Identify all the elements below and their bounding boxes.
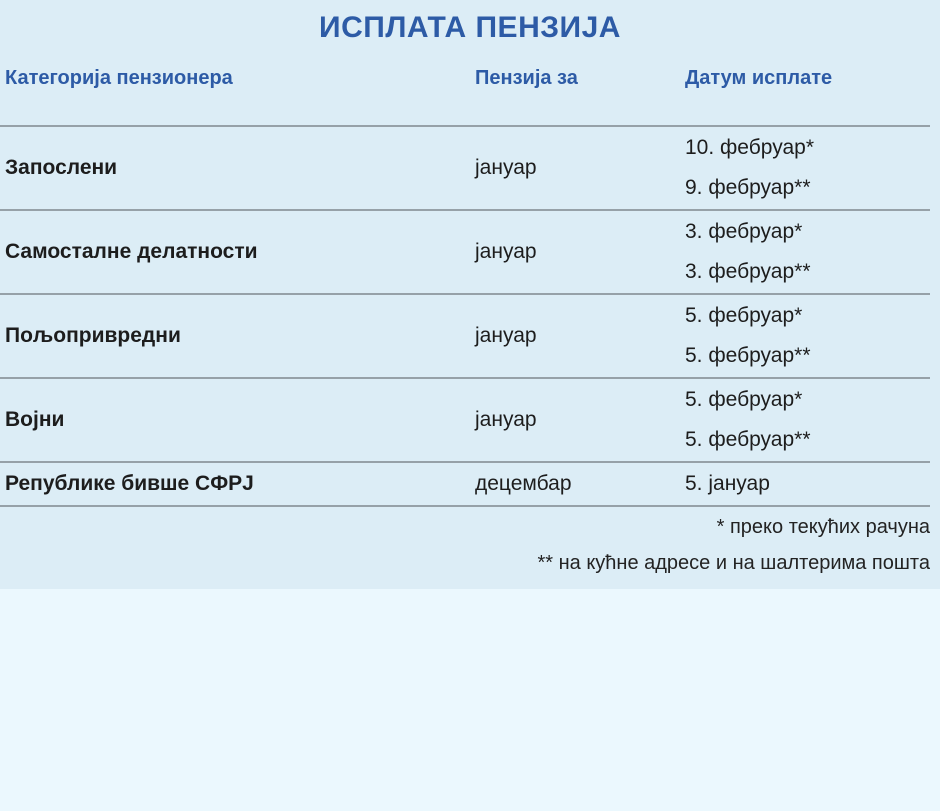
payment-date: 3. фебруар* bbox=[685, 220, 803, 243]
payment-dates-cell bbox=[685, 464, 930, 504]
table-row bbox=[0, 461, 930, 505]
payment-date: 5. фебруар** bbox=[685, 344, 811, 367]
payment-date: 10. фебруар* bbox=[685, 136, 815, 159]
header-payment-date: Датум исплате bbox=[685, 67, 833, 89]
payment-date: 3. фебруар** bbox=[685, 260, 811, 283]
payment-date: 9. фебруар** bbox=[685, 176, 811, 199]
page-title: ИСПЛАТА ПЕНЗИЈА bbox=[319, 11, 621, 44]
pension-for-cell: јануар bbox=[475, 324, 537, 347]
category-cell: Републике бивше СФРЈ bbox=[5, 472, 254, 495]
pension-for-cell: јануар bbox=[475, 408, 537, 431]
payment-date: 5. јануар bbox=[685, 472, 770, 495]
category-cell: Војни bbox=[5, 408, 65, 431]
table-row bbox=[0, 209, 930, 293]
table-row bbox=[0, 377, 930, 461]
payment-date: 5. фебруар* bbox=[685, 304, 803, 327]
payment-dates-cell bbox=[685, 380, 930, 460]
footnote-current-accounts: * преко текућих рачуна bbox=[716, 516, 930, 538]
payment-date: 5. фебруар* bbox=[685, 388, 803, 411]
header-pension-for: Пензија за bbox=[475, 67, 578, 89]
payment-dates-cell bbox=[685, 296, 930, 376]
payment-dates-cell bbox=[685, 128, 930, 208]
footnotes bbox=[0, 515, 930, 575]
table-header-row bbox=[0, 66, 930, 125]
table-row bbox=[0, 293, 930, 377]
category-cell: Самосталне делатности bbox=[5, 240, 258, 263]
payment-date: 5. фебруар** bbox=[685, 428, 811, 451]
pension-for-cell: децембар bbox=[475, 472, 572, 495]
header-category: Категорија пензионера bbox=[5, 67, 233, 89]
pension-for-cell: јануар bbox=[475, 240, 537, 263]
category-cell: Пољопривредни bbox=[5, 324, 181, 347]
footnote-home-addresses: ** на кућне адресе и на шалтерима пошта bbox=[537, 552, 930, 574]
table-body bbox=[0, 125, 930, 507]
payment-dates-cell bbox=[685, 212, 930, 292]
pension-for-cell: јануар bbox=[475, 156, 537, 179]
table-row bbox=[0, 125, 930, 209]
category-cell: Запослени bbox=[5, 156, 118, 179]
